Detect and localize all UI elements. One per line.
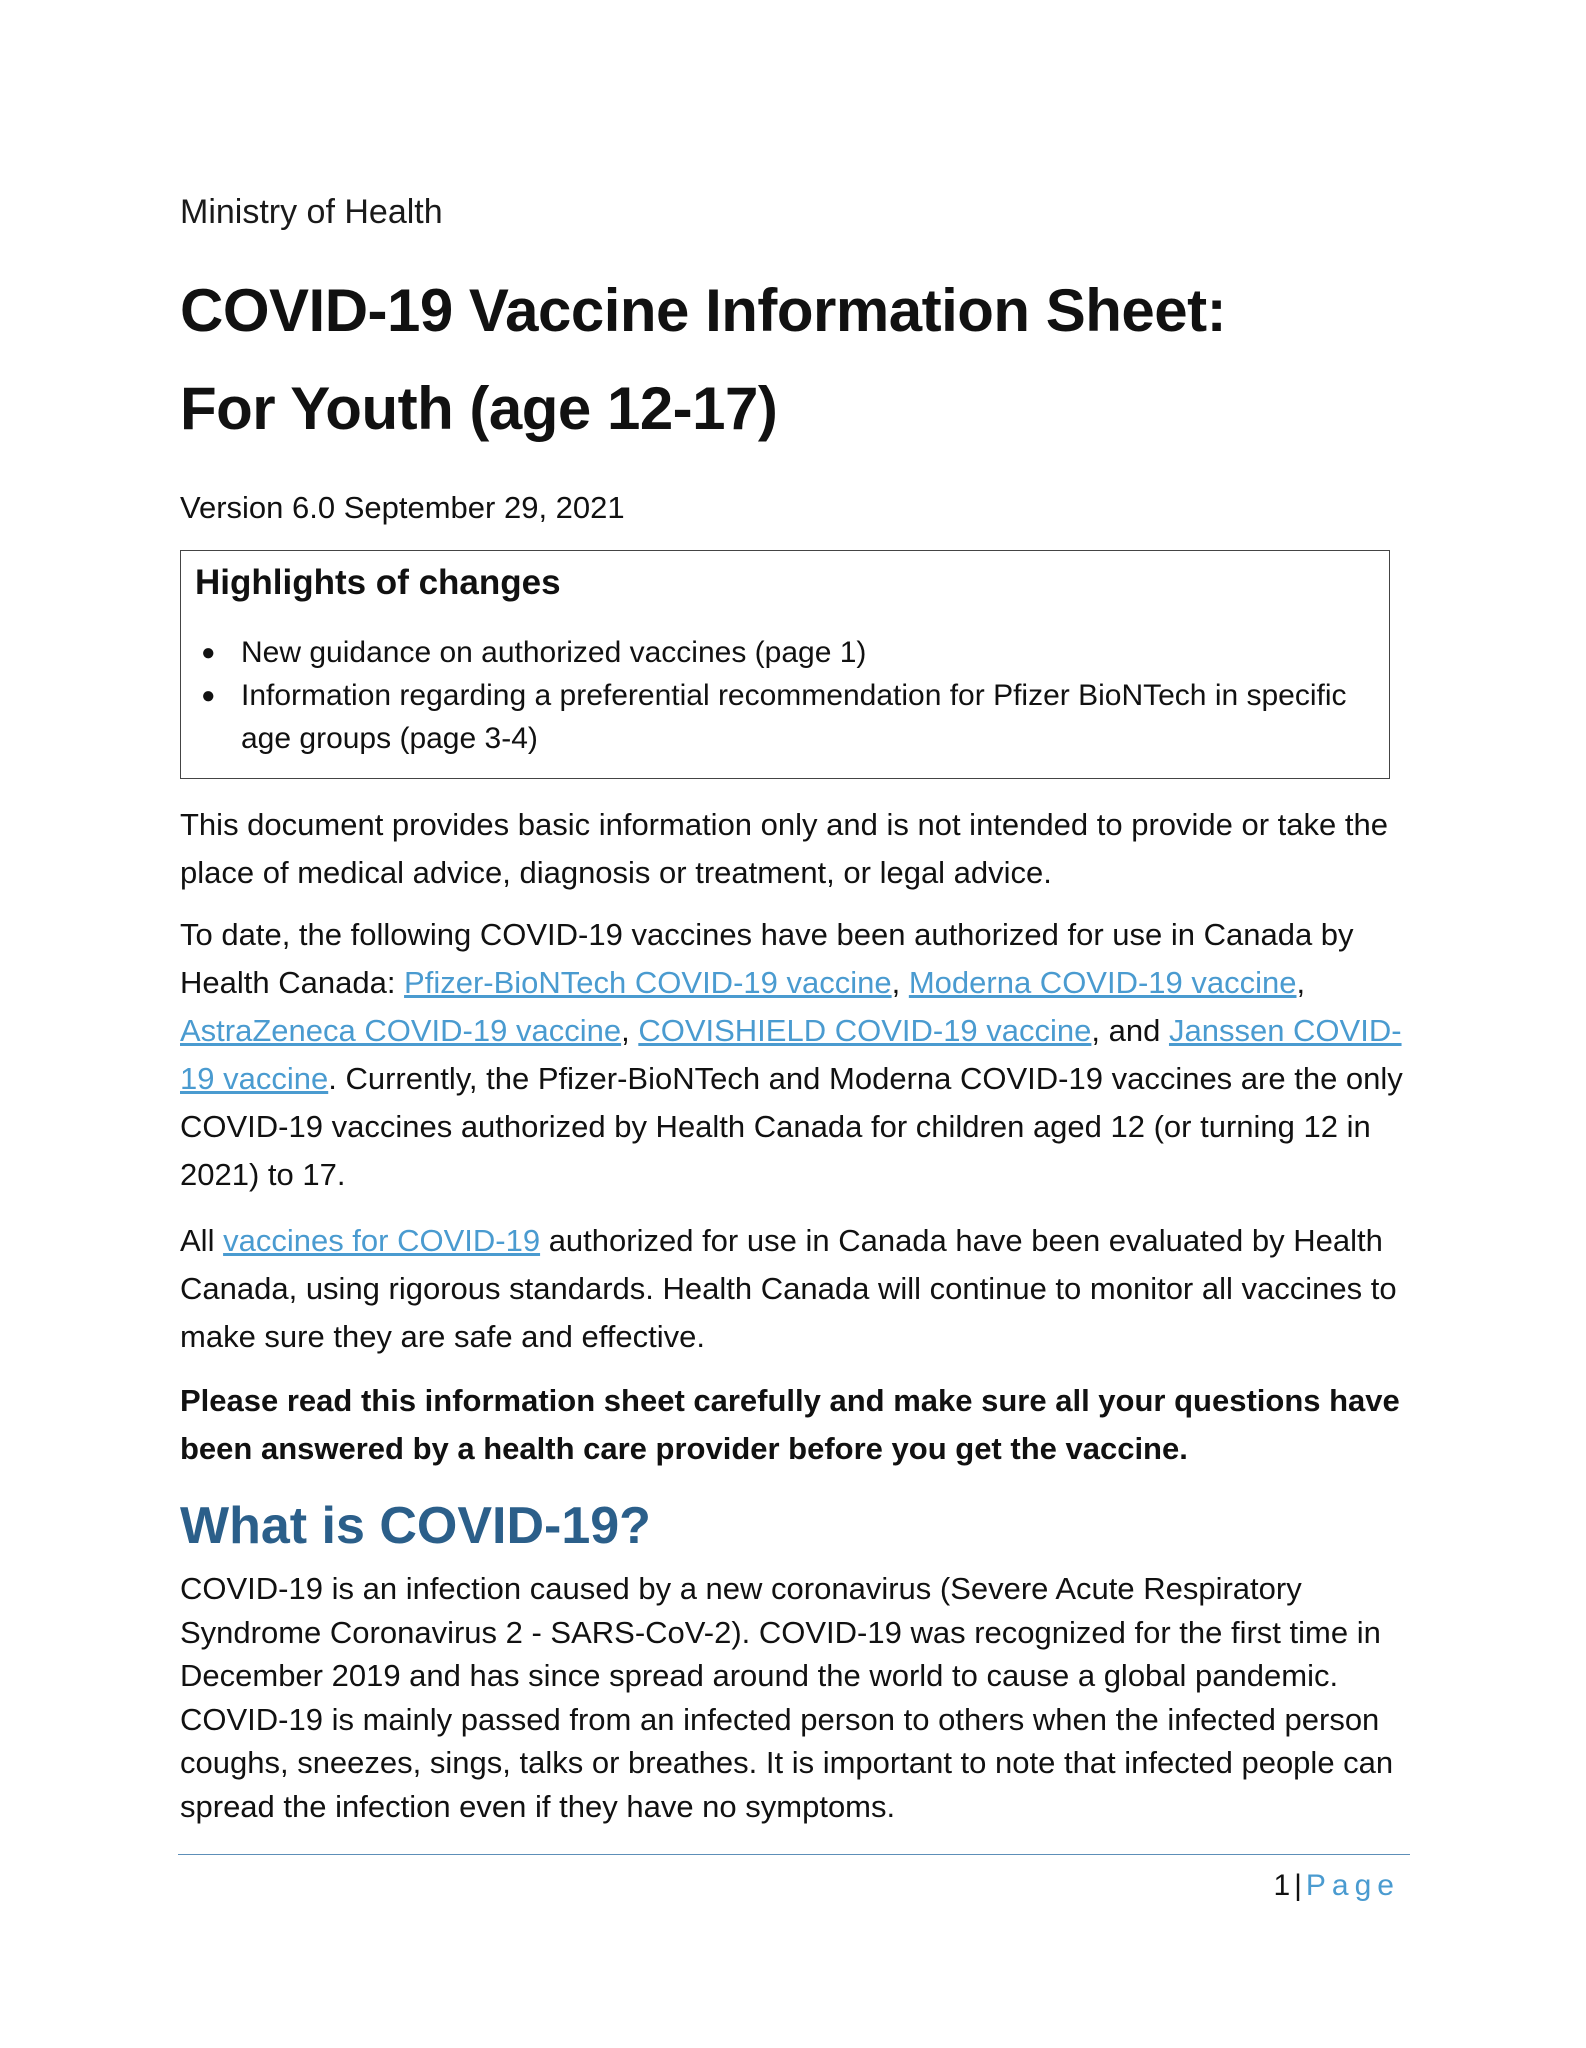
vaccines-for-covid-link[interactable]: vaccines for COVID-19 [223, 1223, 541, 1258]
what-is-covid-paragraph: COVID-19 is an infection caused by a new coronavirus (Severe Acute Respiratory Syndrome Coronavirus 2 - SARS-CoV-2). COVID-19 was recognized for the first time in December 2019 and has since spread around the world to cause a global pandemic. COVID-19 is mainly passed from an infected person to others when the infected person coughs, sneezes, sings, talks or breathes. It is important to note that infected people can spread the infection even if they have no symptoms. [180, 1571, 1394, 1824]
bullet-icon: ● [201, 682, 216, 709]
evaluated-paragraph [180, 1217, 1406, 1361]
disclaimer-paragraph: This document provides basic information only and is not intended to provide or take the place of medical advice, diagnosis or treatment, or legal advice. [180, 807, 1388, 890]
highlights-box [180, 550, 1390, 779]
please-read-paragraph: Please read this information sheet carefully and make sure all your questions have been answered by a health care provider before you get the vaccine. [180, 1383, 1400, 1466]
evaluated-pre: All [180, 1223, 224, 1258]
janssen-vaccine-link[interactable]: Janssen COVID-19 vaccine [180, 1013, 1402, 1096]
bullet-icon: ● [201, 639, 216, 666]
evaluated-post: authorized for use in Canada have been evaluated by Health Canada, using rigorous standards. Health Canada will continue to monitor all vaccines to make sure they are safe and effective. [180, 1223, 1397, 1354]
covishield-vaccine-link[interactable]: COVISHIELD COVID-19 vaccine [638, 1013, 1092, 1048]
moderna-vaccine-link[interactable]: Moderna COVID-19 vaccine [908, 965, 1297, 1000]
page-number: 1 [1273, 1869, 1291, 1902]
footer-divider [178, 1854, 1410, 1855]
page-label: Page [1305, 1869, 1400, 1902]
highlights-list [195, 631, 1375, 760]
highlight-item [201, 674, 1375, 760]
authorized-vaccines-paragraph [180, 911, 1406, 1199]
document-page [180, 180, 1406, 1828]
separator-text: , and [1091, 1013, 1169, 1048]
ministry-name: Ministry of Health [180, 193, 443, 231]
version-date: Version 6.0 September 29, 2021 [180, 490, 625, 525]
separator-text: , [621, 1013, 639, 1048]
page-footer [1273, 1866, 1400, 1906]
astrazeneca-vaccine-link[interactable]: AstraZeneca COVID-19 vaccine [180, 1013, 622, 1048]
highlight-item [201, 631, 1375, 674]
authorized-intro: To date, the following COVID-19 vaccines have been authorized for use in Canada by Health Canada: [180, 917, 1354, 1000]
highlight-item-text: New guidance on authorized vaccines (page 1) [241, 636, 867, 669]
authorized-outro: . Currently, the Pfizer-BioNTech and Moderna COVID-19 vaccines are the only COVID-19 vaccines authorized by Health Canada for children aged 12 (or turning 12 in 2021) to 17. [180, 1061, 1403, 1192]
title-line-2: For Youth (age 12-17) [180, 375, 778, 442]
highlight-item-text: Information regarding a preferential recommendation for Pfizer BioNTech in specific age groups (page 3-4) [241, 679, 1347, 755]
what-is-covid-heading: What is COVID-19? [180, 1497, 651, 1555]
document-title [180, 262, 1406, 458]
title-line-1: COVID-19 Vaccine Information Sheet: [180, 277, 1227, 344]
separator-text: , [1296, 965, 1306, 1000]
page-separator: | [1294, 1869, 1302, 1902]
separator-text: , [891, 965, 909, 1000]
pfizer-vaccine-link[interactable]: Pfizer-BioNTech COVID-19 vaccine [404, 965, 892, 1000]
highlights-heading: Highlights of changes [195, 563, 561, 602]
